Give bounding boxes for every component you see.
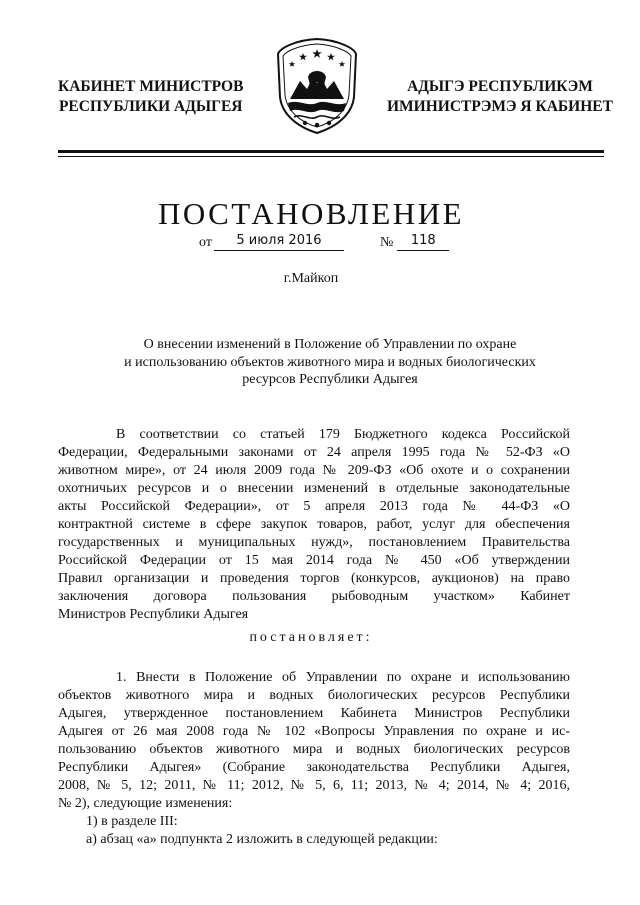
preamble-line: Федерации, Федеральными законами от 24 апреля 1995 года № 52-ФЗ «О (58, 445, 570, 460)
item1-line: Адыгея, утвержденное постановлением Кабинета Министров Республики (58, 706, 570, 721)
document-date: 5 июля 2016 (214, 232, 344, 251)
document-subject (120, 336, 540, 389)
preamble-line: акты Российской Федерации», от 5 апреля 2013 года № 44-ФЗ «О (58, 499, 570, 514)
document-number: 118 (397, 232, 449, 251)
preamble-line: Министров Республики Адыгея (58, 607, 249, 622)
item1-line: № 2), следующие изменения: (58, 796, 233, 811)
left-org-line: КАБИНЕТ МИНИСТРОВ (58, 78, 244, 95)
preamble-line: охотничьих ресурсов и о внесении изменений в отдельные законодательные (58, 481, 570, 496)
preamble-line: заключения договора пользования рыбоводным участком» Кабинет (58, 589, 570, 604)
sub-item-line: 1) в разделе III: (86, 814, 178, 829)
resolves-heading: постановляет: (249, 630, 373, 645)
item1-line: 1. Внести в Положение об Управлении по охране и использованию (116, 670, 570, 685)
right-org-name (387, 77, 613, 117)
subject-line: и использованию объектов животного мира и водных биологических (124, 354, 536, 370)
item1-line: Республики Адыгея» (Собрание законодательства Республики Адыгея, (58, 760, 570, 775)
right-org-line: ИМИНИСТРЭМЭ Я КАБИНЕТ (387, 98, 613, 115)
coat-of-arms-icon (274, 37, 360, 135)
preamble-line: государственных и муниципальных нужд», постановлением Правительства (58, 535, 570, 550)
sub-item-line: а) абзац «а» подпункта 2 изложить в следующей редакции: (86, 832, 438, 847)
document-city: г.Майкоп (283, 271, 339, 286)
number-prefix: № (379, 235, 394, 250)
preamble-line: животном мире», от 24 июля 2009 года № 209-ФЗ «Об охоте и о сохранении (58, 463, 570, 478)
left-org-line: РЕСПУБЛИКИ АДЫГЕЯ (58, 98, 243, 115)
header-rule-thin (58, 156, 604, 157)
document-title: ПОСТАНОВЛЕНИЕ (157, 196, 465, 231)
right-org-line: АДЫГЭ РЕСПУБЛИКЭМ (407, 78, 593, 95)
subject-line: О внесении изменений в Положение об Управлении по охране (143, 337, 517, 352)
header-rule-thick (58, 150, 604, 153)
subject-line: ресурсов Республики Адыгея (242, 372, 418, 387)
item1-line: Адыгея от 26 мая 2008 года № 102 «Вопросы Управления по охране и ис- (58, 724, 570, 739)
item1-line: 2008, № 5, 12; 2011, № 11; 2012, № 5, 6, 11; 2013, № 4; 2014, № 4; 2016, (58, 778, 570, 793)
item1-line: объектов животного мира и водных биологических ресурсов Республики (58, 688, 570, 703)
preamble-line: Российской Федерации от 15 мая 2014 года № 450 «Об утверждении (58, 553, 570, 568)
item1-line: пользованию объектов животного мира и водных биологических ресурсов (58, 742, 570, 757)
preamble-line: Правил организации и проведения торгов (конкурсов, аукционов) на право (58, 571, 570, 586)
preamble-line: В соответствии со статьей 179 Бюджетного кодекса Российской (116, 427, 570, 442)
preamble-line: контрактной системе в сфере закупок товаров, работ, услуг для обеспечения (58, 517, 570, 532)
date-number-line (199, 232, 449, 251)
left-org-name (58, 77, 243, 117)
date-prefix: от (199, 235, 212, 250)
